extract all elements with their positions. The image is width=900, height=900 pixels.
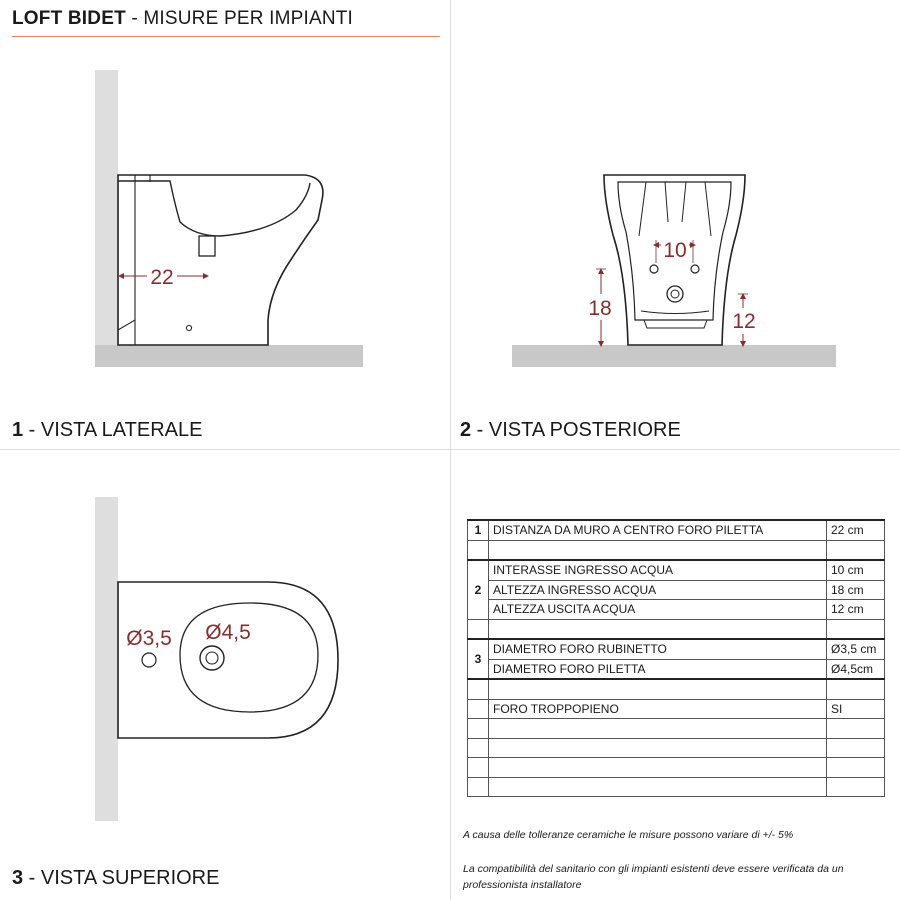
table-row — [468, 777, 885, 797]
table-row: 1 DISTANZA DA MURO A CENTRO FORO PILETTA 22 cm — [468, 520, 885, 540]
dim-label-inlet-height: 18 — [588, 297, 612, 320]
floor-side — [95, 345, 363, 367]
page-subtitle: - MISURE PER IMPIANTI — [125, 8, 354, 29]
dim-label-tap-hole: Ø3,5 — [126, 627, 172, 650]
table-row: ALTEZZA USCITA ACQUA 12 cm — [468, 600, 885, 620]
wall-top — [95, 497, 118, 821]
table-row: ALTEZZA INGRESSO ACQUA 18 cm — [468, 580, 885, 600]
tolerance-note: A causa delle tolleranze ceramiche le misure possono variare di +/- 5% — [463, 829, 794, 841]
table-row — [468, 679, 885, 699]
table-row — [468, 758, 885, 778]
dim-label-wall-to-drain: 22 — [150, 266, 174, 289]
rear-view-drawing — [512, 175, 836, 367]
bidet-body-side — [118, 175, 323, 345]
table-row: 2 INTERASSE INGRESSO ACQUA 10 cm — [468, 560, 885, 580]
table-row: DIAMETRO FORO PILETTA Ø4,5cm — [468, 659, 885, 679]
dim-label-inlet-spacing: 10 — [663, 239, 687, 262]
table-row — [468, 719, 885, 739]
section-label-rear-view: 2 - VISTA POSTERIORE — [460, 419, 681, 441]
table-row: FORO TROPPOPIENO SI — [468, 699, 885, 719]
dim-label-drain-hole: Ø4,5 — [205, 621, 251, 644]
bidet-body-top — [118, 582, 338, 738]
table-row — [468, 738, 885, 758]
table-row: 3 DIAMETRO FORO RUBINETTO Ø3,5 cm — [468, 639, 885, 659]
drain-pipe-side — [199, 236, 215, 256]
table-row — [468, 619, 885, 639]
dim-label-outlet-height: 12 — [732, 310, 756, 333]
section-label-side-view: 1 - VISTA LATERALE — [12, 419, 203, 441]
section-label-top-view: 3 - VISTA SUPERIORE — [12, 867, 220, 889]
compatibility-note: La compatibilità del sanitario con gli impianti esistenti deve essere verificata da un professionista installatore — [463, 863, 844, 891]
top-view-drawing — [95, 497, 338, 821]
product-name: LOFT BIDET — [12, 8, 126, 29]
side-view-drawing — [95, 70, 363, 367]
floor-rear — [512, 345, 836, 367]
spec-table — [467, 519, 885, 797]
wall-side — [95, 70, 118, 345]
table-row — [468, 540, 885, 560]
